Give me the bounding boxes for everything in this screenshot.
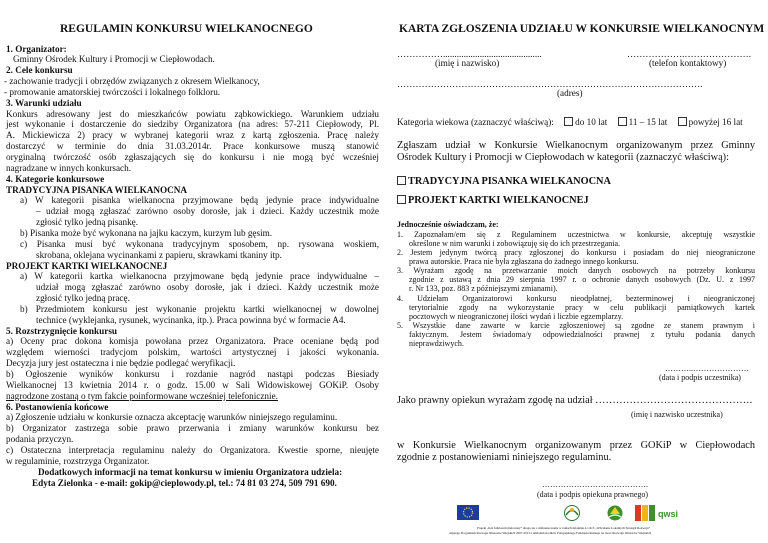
- text-line: b) Przedmiotem konkursu jest wykonanie projektu kartki wielkanocnej w dowolnej: [20, 303, 379, 314]
- checkbox-icon[interactable]: [564, 117, 573, 126]
- text-line: c) Ostateczna interpretacja regulaminu należy do Organizatora. Kwestie sporne, nieujęte: [6, 444, 379, 455]
- age-option-over-16[interactable]: powyżej 16 lat: [678, 117, 743, 127]
- age-category-row: [397, 117, 743, 128]
- text-line: a) Oceny prac dokona komisja powołana przez Organizatora. Prace oceniane będą pod: [6, 336, 379, 347]
- text-line: 1. Zapoznałam/em się z Regulaminem uczestnictwa w konkursie, akceptuję wszystkie: [397, 229, 755, 239]
- text-line: a) W kategorii pisanka wielkanocna przyjmowane będą jedynie prace indywidualne: [20, 195, 379, 206]
- checkbox-icon[interactable]: [678, 117, 687, 126]
- text-line: udział mogą zgłaszać zarówno osoby dorosłe, jak i dzieci. Każdy uczestnik może: [36, 282, 379, 293]
- final-statement-line-1: w Konkursie Wielkanocnym organizowanym przez GOKiP w Ciepłowodach: [397, 440, 755, 451]
- application-statement-line-2: Ośrodek Kultury i Promocji w Ciepłowodach w kategorii (zaznaczyć właściwą):: [397, 152, 729, 163]
- address-field-label: (adres): [557, 88, 583, 98]
- text-line: - zachowanie tradycji i obrzędów związanych z okresem Wielkanocy,: [4, 76, 260, 87]
- text-line: 5. Rozstrzygnięcie konkursu: [6, 325, 118, 336]
- text-line: zgłosić tylko jedną pracę.: [36, 293, 130, 304]
- funding-footer-line-1: Projekt „Kół folklorem malowany” uboga się o dofinansowanie w ramach działania 4.1/413 „Wdrażanie Lokalnych Strategii Rozwoju”: [477, 526, 651, 530]
- text-line: Gminny Ośrodek Kultury i Promocji w Ciepłowodach.: [13, 54, 215, 65]
- text-line: 2. Jestem jedynym twórcą pracy zgłoszonej do konkursu i posiadam do niej nieograniczone: [397, 247, 755, 257]
- text-line: 6. Postanowienia końcowe: [6, 401, 109, 412]
- text-line: technice (wyklejanka, rysunek, wycinanka, itp.). Praca powinna być w formacie A4.: [36, 314, 346, 325]
- text-line: - promowanie amatorskiej twórczości i lokalnego folkloru.: [4, 86, 221, 97]
- text-line: skrobana, oklejana wycinankami z papieru, skrawkami tkaniny itp.: [36, 249, 282, 260]
- text-line: 5. Wszystkie dane zawarte w karcie zgłoszeniowej są zgodne ze stanem prawnym i: [397, 321, 755, 330]
- text-line: zgłosić tylko jedną pisankę.: [36, 217, 139, 228]
- funding-footer-line-2: objętego Programem Rozwoju Obszarów Wiejskich 2007-2013 z udziałem środków Europejskiego Funduszu Rolnego na rzecz Rozwoju Obszarów Wiejskich: [449, 531, 652, 535]
- text-line: TRADYCYJNA PISANKA WIELKANOCNA: [6, 184, 188, 195]
- text-line: zgodnie z ustawą z dnia 29 sierpnia 1997 r. o ochronie danych osobowych (Dz. U. z 1997: [409, 275, 755, 285]
- text-line: 1. Organizator:: [6, 43, 67, 54]
- text-line: jest wykonanie i dostarczenie do siedziby Organizatora (na adres: 57-211 Ciepłowody, Pl.: [6, 119, 379, 130]
- checkbox-icon[interactable]: [397, 176, 406, 185]
- category-option-easter-egg[interactable]: TRADYCYJNA PISANKA WIELKANOCNA: [397, 176, 611, 188]
- text-line: a) W kategorii kartka wielkanocna przyjmowane będą jedynie prace indywidualne –: [20, 271, 379, 282]
- text-line: prawa autorskie. Praca nie była zgłaszana do żadnego innego konkursu.: [409, 256, 639, 266]
- phone-field[interactable]: ……………….………………….: [627, 49, 752, 59]
- guardian-signature-label: (data i podpis opiekuna prawnego): [537, 490, 649, 499]
- guardian-signature-field[interactable]: ………………………………….: [542, 480, 648, 489]
- leader-logo-icon: [565, 506, 580, 521]
- text-line: Wielkanocnej 13 kwietnia 2014 r. o godz. 15.00 w Sali Widowiskowej GOKiP. Osoby: [6, 379, 379, 390]
- declaration-title: Jednocześnie oświadczam, że:: [397, 220, 499, 229]
- text-line: pocztowych w nieograniczonej ilości wydań i liczbie egzemplarzy.: [409, 311, 624, 321]
- age-option-11-15[interactable]: 11 – 15 lat: [618, 117, 668, 127]
- text-line: Edyta Zielonka - e-mail: gokip@cieplowody.pl, tel.: 74 81 03 274, 509 791 690.: [32, 477, 337, 488]
- text-line: 3. Wyrażam zgodę na przetwarzanie moich danych osobowych na potrzeby konkursu: [397, 266, 755, 276]
- text-line: nagradzane w innych konkursach.: [6, 162, 132, 173]
- text-line: względem wierności tradycjom polskim, wartości artystycznej i jakości wykonania.: [6, 347, 379, 358]
- age-option-under-10[interactable]: do 10 lat: [564, 117, 607, 127]
- text-line: dostarczyć w terminie do dnia 31.03.2014r. Prace konkursowe muszą stanowić: [6, 141, 379, 152]
- text-line: Dodatkowych informacji na temat konkursu w imieniu Organizatora udziela:: [38, 466, 343, 477]
- text-line: w regulaminie, rozstrzyga Organizator.: [6, 455, 150, 466]
- text-line: 4. Udziełam Organizatorowi konkursu nieodpłatnej, bezterminowej i nieograniczonej: [397, 293, 755, 303]
- text-line: Decyzja jury jest ostateczna i nie będzie podlegać weryfikacji.: [6, 358, 236, 369]
- text-line: Konkurs adresowany jest do mieszkańców powiatu ząbkowickiego. Warunkiem udziału: [6, 108, 379, 119]
- text-line: a) Zgłoszenie udziału w konkursie oznacza akceptację warunków niniejszego regulaminu.: [6, 412, 338, 423]
- address-field[interactable]: ……………………………………………………………………………………….: [397, 79, 703, 89]
- text-line: oryginalną twórczość osób zgłaszających się do konkursu i nie mogą być wcześniej: [6, 152, 379, 162]
- qwsi-logo-icon: [635, 505, 678, 521]
- checkbox-icon[interactable]: [397, 195, 406, 204]
- sponsor-logos: [457, 503, 697, 523]
- text-line: r. Nr 133, poz. 883 z późniejszymi zmianami).: [409, 284, 558, 294]
- text-line: A. Mickiewicza 2) pracy w wybranej kategorii wraz z kartą zgłoszenia. Pracę należy: [6, 130, 379, 141]
- lgd-logo-icon: [608, 506, 623, 521]
- text-line: 3. Warunki udziału: [6, 97, 82, 108]
- phone-field-label: (telefon kontaktowy): [649, 58, 727, 68]
- text-line: nagrodzone zostaną o tym fakcie poinformowane wcześniej telefonicznie.: [6, 390, 278, 401]
- text-line: c) Pisanka musi być wykonana tradycyjnym sposobem, np. rysowana woskiem,: [20, 238, 379, 249]
- text-line: określone w nim warunki i zobowiązuję się do ich przestrzegania.: [409, 238, 621, 248]
- text-line: PROJEKT KARTKI WIELKANOCNEJ: [6, 260, 168, 271]
- regulations-title: REGULAMIN KONKURSU WIELKANOCNEGO: [60, 23, 313, 35]
- guardian-participant-label: (imię i nazwisko uczestnika): [631, 410, 723, 419]
- text-line: nieprawdziwych.: [409, 339, 464, 349]
- text-line: b) Organizator zastrzega sobie prawo przerwania i zmiany warunków konkursu bez: [6, 423, 379, 434]
- name-field-label: (imię i nazwisko): [435, 58, 500, 68]
- final-statement-line-2: zgodnie z postanowieniami niniejszego regulaminu.: [397, 452, 612, 463]
- text-line: podania przyczyn.: [6, 434, 74, 445]
- category-option-easter-card[interactable]: PROJEKT KARTKI WIELKANOCNEJ: [397, 195, 589, 207]
- eu-flag-icon: [457, 505, 479, 520]
- text-line: b) Pisanka może być wykonana na jajku kaczym, kurzym lub gęsim.: [20, 227, 273, 238]
- text-line: 4. Kategorie konkursowe: [6, 173, 105, 184]
- name-field[interactable]: ……………...........................................: [397, 49, 542, 59]
- text-line: faktycznym. Jestem świadoma/y odpowiedzialności prawnej z tytułu podania danych: [409, 330, 755, 340]
- age-category-label: Kategoria wiekowa (zaznaczyć właściwą):: [397, 117, 554, 127]
- text-line: terytorialnie zgody na wykorzystanie pracy w celu publikacji pamiątkowych kartek: [409, 302, 755, 312]
- text-line: – udział mogą zgłaszać zarówno osoby dorosłe, jak i dzieci. Każdy uczestnik może: [36, 206, 379, 217]
- text-line: 2. Cele konkursu: [6, 65, 73, 76]
- form-title: KARTA ZGŁOSZENIA UDZIAŁU W KONKURSIE WIELKANOCNYM: [399, 23, 765, 35]
- text-line: b) Ogłoszenie wyników konkursu i rozdanie nagród nastąpi podczas Biesiady: [6, 369, 379, 379]
- participant-signature-field[interactable]: ………..…………………: [665, 364, 749, 373]
- qwsi-logo-text: qwsi: [658, 509, 679, 519]
- participant-signature-label: (data i podpis uczestnika): [659, 373, 741, 382]
- checkbox-icon[interactable]: [618, 117, 627, 126]
- guardian-consent-text: Jako prawny opiekun wyrażam zgodę na udział ……………………………………….: [397, 395, 753, 406]
- application-statement-line-1: Zgłaszam udział w Konkursie Wielkanocnym organizowanym przez Gminny: [397, 140, 755, 151]
